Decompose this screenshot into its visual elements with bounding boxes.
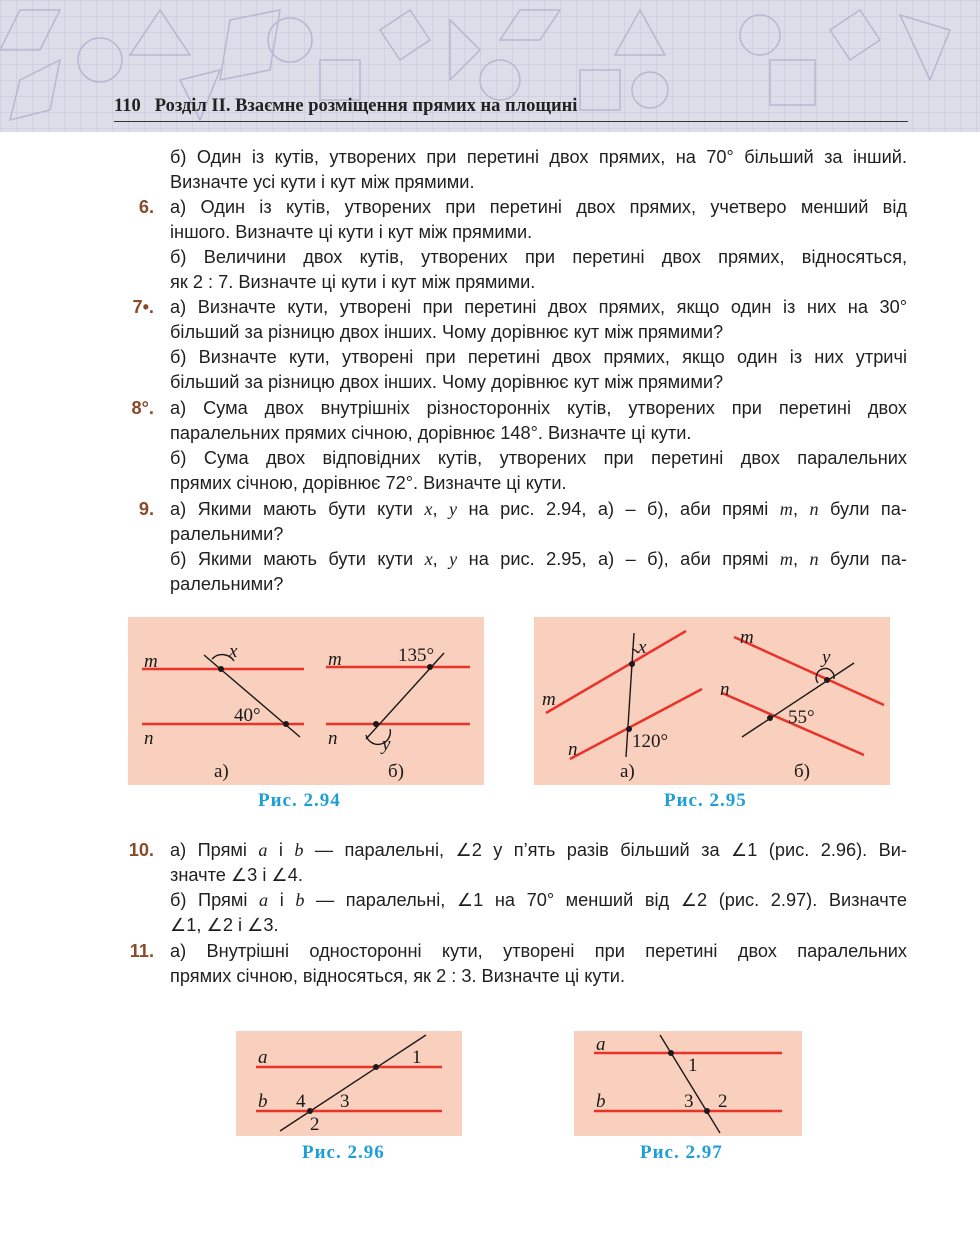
problem-6a-line-2: іншого. Визначте ці кути і кут між прямими. — [170, 222, 533, 242]
label-n: n — [328, 728, 338, 749]
problem-10b-line-2: ∠1, ∠2 і ∠3. — [170, 915, 279, 935]
page-number: 110 — [114, 96, 141, 116]
figure-2-94-caption: Рис. 2.94 — [258, 790, 341, 811]
problem-5b-line-2: Визначте усі кути і кут між прямими. — [170, 172, 475, 192]
label-angle-3: 3 — [684, 1091, 694, 1112]
problem-7b-line-1: б) Визначте кути, утворені при перетині двох прямих, якщо один із них утричі — [170, 347, 907, 367]
label-angle-1: 1 — [412, 1047, 422, 1068]
label-sub-a: а) — [620, 761, 635, 782]
problem-number-8: 8°. — [131, 398, 154, 418]
label-a: a — [596, 1034, 606, 1055]
problem-7b-line-2: більший за різницю двох інших. Чому дорівнює кут між прямими? — [170, 372, 724, 392]
problem-6b-line-2: як 2 : 7. Визначте ці кути і кут між прямими. — [170, 272, 536, 292]
label-m: m — [328, 649, 342, 670]
figure-2-97-drawing — [574, 1031, 802, 1136]
label-m: m — [144, 651, 158, 672]
label-angle-2: 2 — [718, 1091, 728, 1112]
problem-8a-line-1: а) Сума двох внутрішніх різносторонніх кутів, утворених при перетині двох — [170, 398, 907, 418]
label-n: n — [568, 739, 578, 760]
label-n: n — [720, 679, 730, 700]
label-y: y — [382, 734, 391, 755]
problem-8b-line-1: б) Сума двох відповідних кутів, утворених при перетині двох паралельних — [170, 448, 907, 468]
problem-number-7: 7•. — [132, 297, 154, 317]
label-n: n — [144, 728, 154, 749]
problem-9a-line-1: а) Якими мають бути кути x, y на рис. 2.94, а) – б), аби прямі m, n були па- — [170, 499, 907, 519]
label-angle-55: 55° — [788, 707, 815, 728]
label-angle-135: 135° — [398, 645, 435, 666]
header-rule — [114, 121, 908, 122]
label-x: x — [229, 641, 238, 662]
label-angle-4: 4 — [296, 1091, 306, 1112]
problem-number-9: 9. — [138, 499, 154, 519]
label-sub-b: б) — [388, 761, 404, 782]
label-y: y — [822, 647, 831, 668]
figure-2-96-caption: Рис. 2.96 — [302, 1142, 385, 1163]
figure-2-94-drawing — [128, 617, 484, 785]
problem-7a-line-1: а) Визначте кути, утворені при перетині двох прямих, якщо один із них на 30° — [170, 297, 907, 317]
problem-number-10: 10. — [128, 840, 154, 860]
problem-9b-line-1: б) Якими мають бути кути x, y на рис. 2.95, а) – б), аби прямі m, n були па- — [170, 549, 907, 569]
label-angle-1: 1 — [688, 1055, 698, 1076]
label-x: x — [638, 637, 647, 658]
figure-2-96 — [236, 1031, 462, 1136]
label-b: b — [596, 1091, 606, 1112]
problem-10a-line-1: а) Прямі a і b — паралельні, ∠2 у п’ять разів більший за ∠1 (рис. 2.96). Ви- — [170, 840, 907, 860]
problem-8a-line-2: паралельних прямих січною, дорівнює 148°. Визначте ці кути. — [170, 423, 692, 443]
problem-8b-line-2: прямих січною, дорівнює 72°. Визначте ці кути. — [170, 473, 567, 493]
page-header — [0, 0, 980, 132]
running-header — [114, 96, 577, 117]
label-angle-120: 120° — [632, 731, 669, 752]
figure-2-97-caption: Рис. 2.97 — [640, 1142, 723, 1163]
problem-number-11: 11. — [129, 941, 154, 961]
label-sub-b: б) — [794, 761, 810, 782]
label-angle-3: 3 — [340, 1091, 350, 1112]
problem-11a-line-2: прямих січною, відносяться, як 2 : 3. Визначте ці кути. — [170, 966, 626, 986]
label-m: m — [542, 689, 556, 710]
problem-6a-line-1: а) Один із кутів, утворених при перетині двох прямих, учетверо менший від — [170, 197, 907, 217]
problem-number-6: 6. — [138, 197, 154, 217]
problem-7a-line-2: більший за різницю двох інших. Чому дорівнює кут між прямими? — [170, 322, 724, 342]
label-sub-a: а) — [214, 761, 229, 782]
label-angle-2: 2 — [310, 1114, 320, 1135]
problem-10a-line-2: значте ∠3 і ∠4. — [170, 865, 303, 885]
label-b: b — [258, 1091, 268, 1112]
section-title: Розділ ІІ. Взаємне розміщення прямих на площині — [154, 96, 578, 116]
problem-11a-line-1: а) Внутрішні односторонні кути, утворені при перетині двох паралельних — [170, 941, 907, 961]
figure-2-95-drawing — [534, 617, 890, 785]
figure-2-97 — [574, 1031, 802, 1136]
figure-2-95-caption: Рис. 2.95 — [664, 790, 747, 811]
problem-6b-line-1: б) Величини двох кутів, утворених при перетині двох прямих, відносяться, — [170, 247, 907, 267]
problem-10b-line-1: б) Прямі a і b — паралельні, ∠1 на 70° менший від ∠2 (рис. 2.97). Визначте — [170, 890, 907, 910]
label-a: a — [258, 1047, 268, 1068]
figure-2-95 — [534, 617, 890, 785]
label-angle-40: 40° — [234, 705, 261, 726]
problem-9a-line-2: ралельними? — [170, 524, 284, 544]
problem-5b-line-1: б) Один із кутів, утворених при перетині двох прямих, на 70° більший за інший. — [170, 147, 907, 167]
problem-9b-line-2: ралельними? — [170, 574, 284, 594]
figure-2-96-drawing — [236, 1031, 462, 1136]
figure-2-94 — [128, 617, 484, 785]
label-m: m — [740, 627, 754, 648]
